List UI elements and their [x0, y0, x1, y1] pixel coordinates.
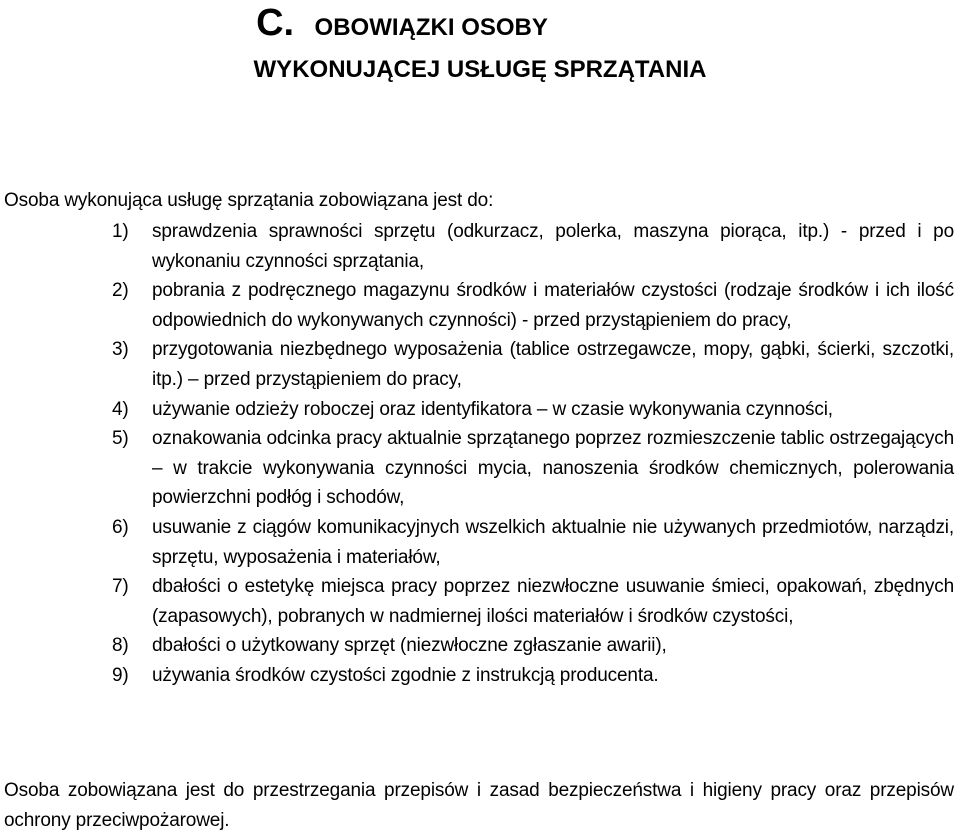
list-item-number: 3) — [112, 339, 129, 361]
list-item — [112, 395, 954, 425]
list-item-text: sprawdzenia sprawności sprzętu (odkurzacz, polerka, maszyna piorąca, itp.) - przed i po wykonaniu czynności sprzątania, — [152, 221, 954, 272]
list-item-number: 5) — [112, 428, 129, 450]
duties-list — [112, 217, 954, 691]
list-item-number: 9) — [112, 664, 129, 686]
list-item-number: 4) — [112, 398, 129, 420]
list-item — [112, 631, 954, 661]
list-item — [112, 572, 954, 631]
list-item-number: 7) — [112, 576, 129, 598]
list-item-number: 6) — [112, 516, 129, 538]
list-item-number: 2) — [112, 280, 129, 302]
list-item — [112, 217, 954, 276]
intro-text: Osoba wykonująca usługę sprzątania zobowiązana jest do: — [4, 190, 494, 211]
list-item-text: używania środków czystości zgodnie z instrukcją producenta. — [152, 664, 659, 686]
title-line-1 — [0, 2, 960, 46]
list-item-text: przygotowania niezbędnego wyposażenia (tablice ostrzegawcze, mopy, gąbki, ścierki, szczotki, itp.) – przed przystąpieniem do pracy, — [152, 339, 954, 390]
list-item-text: dbałości o estetykę miejsca pracy poprzez niezwłoczne usuwanie śmieci, opakowań, zbędnych (zapasowych), pobranych w nadmiernej ilości materiałów i środków czystości, — [152, 576, 954, 627]
list-item-number: 8) — [112, 635, 129, 657]
list-item-text: używanie odzieży roboczej oraz identyfikatora – w czasie wykonywania czynności, — [152, 398, 833, 420]
list-item — [112, 335, 954, 394]
section-letter: C. — [256, 2, 295, 44]
list-item-text: usuwanie z ciągów komunikacyjnych wszelkich aktualnie nie używanych przedmiotów, narządzi, sprzętu, wyposażenia i materiałów, — [152, 516, 954, 568]
list-item — [112, 424, 954, 513]
title-text-line-2: WYKONUJĄCEJ USŁUGĘ SPRZĄTANIA — [253, 56, 707, 83]
list-item — [112, 513, 954, 572]
footer-paragraph: Osoba zobowiązana jest do przestrzegania przepisów i zasad bezpieczeństwa i higieny pracy oraz przepisów ochrony przeciwpożarowej. — [4, 780, 954, 831]
list-item — [112, 661, 954, 691]
list-item-text: oznakowania odcinka pracy aktualnie sprzątanego poprzez rozmieszczenie tablic ostrzegających – w trakcie wykonywania czynności mycia, nanoszenia środków chemicznych, polerowania powierzchni podłóg i schodów, — [152, 428, 954, 509]
list-item — [112, 276, 954, 335]
list-item-text: pobrania z podręcznego magazynu środków i materiałów czystości (rodzaje środków i ich ilość odpowiednich do wykonywanych czynności) - przed przystąpieniem do pracy, — [152, 280, 954, 331]
list-item-number: 1) — [112, 221, 129, 242]
title-text-line-1: OBOWIĄZKI OSOBY — [314, 14, 548, 41]
list-item-text: dbałości o użytkowany sprzęt (niezwłoczne zgłaszanie awarii), — [152, 635, 667, 657]
